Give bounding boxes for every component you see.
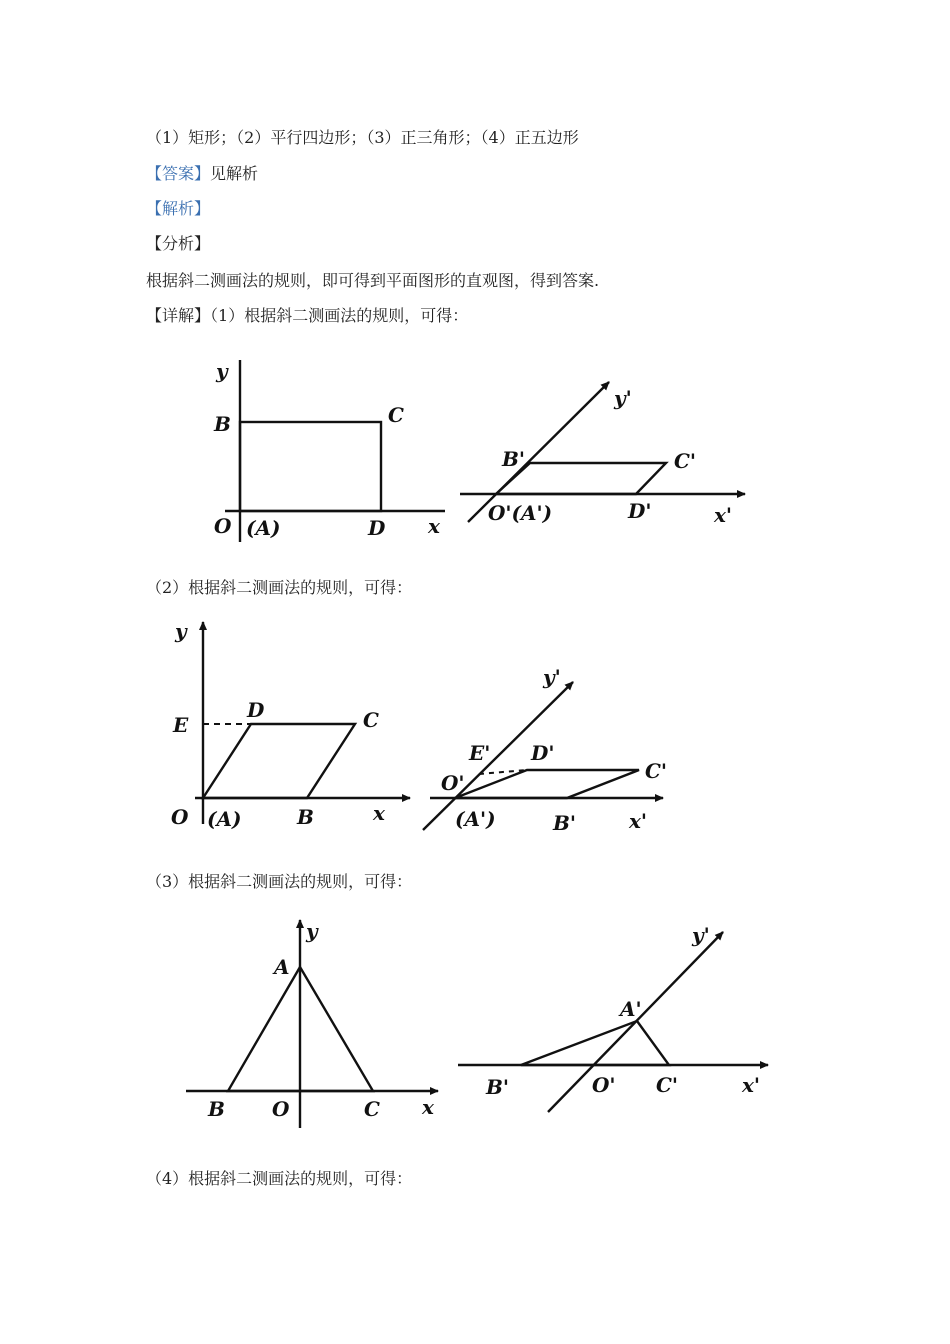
fig3-left-label-B: B <box>208 1097 225 1121</box>
answer-line <box>146 163 258 185</box>
detail-text: （1）根据斜二测画法的规则，可得： <box>210 306 469 325</box>
fig3-right-label-A: A' <box>620 997 642 1021</box>
fig2-right-label-A: (A') <box>455 807 496 831</box>
step3-text: （3）根据斜二测画法的规则，可得： <box>146 872 413 891</box>
fig2-right-label-E: E' <box>469 741 491 765</box>
fig3-right-label-C: C' <box>656 1073 679 1097</box>
fig1-left-label-x: x <box>428 514 440 538</box>
step2-text: （2）根据斜二测画法的规则，可得： <box>146 578 413 597</box>
fig1-left-label-y: y <box>216 359 228 383</box>
fig1-right-label-y: y' <box>614 386 632 410</box>
fenxi-text: 根据斜二测画法的规则，即可得到平面图形的直观图，得到答案. <box>146 271 600 290</box>
fig2-left-label-C: C <box>363 708 379 732</box>
detail-line <box>146 305 468 327</box>
fig2-right-label-C: C' <box>645 759 668 783</box>
fig3-right-label-B: B' <box>486 1075 510 1099</box>
fenxi-tag: 【分析】 <box>146 234 211 253</box>
fig2-left-label-x: x <box>373 801 385 825</box>
fig1-left-label-B: B <box>214 412 231 436</box>
fig2-right-label-B: B' <box>553 811 577 835</box>
fig2-left-parallelogram <box>203 724 355 798</box>
fig2-left-label-A: (A) <box>207 807 242 831</box>
fig1-right-label-B: B' <box>502 447 526 471</box>
fig1-left-label-O: O <box>214 514 232 538</box>
fig1-right-label-C: C' <box>674 449 697 473</box>
fig3-right-triangle <box>521 1021 669 1065</box>
figure-1 <box>200 350 760 550</box>
fig3-left-label-A: A <box>274 955 290 979</box>
fig2-right-label-y: y' <box>543 665 561 689</box>
step4-text: （4）根据斜二测画法的规则，可得： <box>146 1169 413 1188</box>
fig3-left-label-x: x <box>422 1095 434 1119</box>
fig2-right-label-x: x' <box>629 809 648 833</box>
fig3-left-label-y: y <box>306 919 318 943</box>
fig1-right-label-x: x' <box>714 503 733 527</box>
detail-tag: 【详解】 <box>146 306 211 325</box>
fig2-right-label-O: O' <box>441 771 465 795</box>
figure-3 <box>180 910 780 1135</box>
analysis-tag: 【解析】 <box>146 199 211 218</box>
answer-tag: 【答案】 <box>146 164 211 183</box>
fig2-left-label-E: E <box>173 713 189 737</box>
figure-2 <box>165 612 705 842</box>
fig1-right-label-OA: O'(A') <box>488 501 553 525</box>
fig2-left-label-B: B <box>297 805 314 829</box>
fig3-left-label-O: O <box>272 1097 290 1121</box>
fig2-right-label-D: D' <box>531 741 555 765</box>
fig3-left-label-C: C <box>364 1097 380 1121</box>
question-line: （1）矩形；（2）平行四边形；（3）正三角形；（4）正五边形 <box>146 128 579 147</box>
answer-text: 见解析 <box>210 164 259 183</box>
fig2-left-label-D: D <box>247 698 265 722</box>
fig1-left-rectangle <box>240 422 381 511</box>
fig3-right-label-x: x' <box>742 1073 761 1097</box>
fig2-left-label-y: y <box>175 619 187 643</box>
fig2-left-label-O: O <box>171 805 189 829</box>
fig3-right-label-y: y' <box>692 923 710 947</box>
fig1-left-label-D: D <box>368 516 386 540</box>
fig1-left-label-A: (A) <box>246 516 281 540</box>
fig1-left-label-C: C <box>388 403 404 427</box>
fig3-right-label-O: O' <box>592 1073 616 1097</box>
fig1-right-label-D: D' <box>628 499 652 523</box>
